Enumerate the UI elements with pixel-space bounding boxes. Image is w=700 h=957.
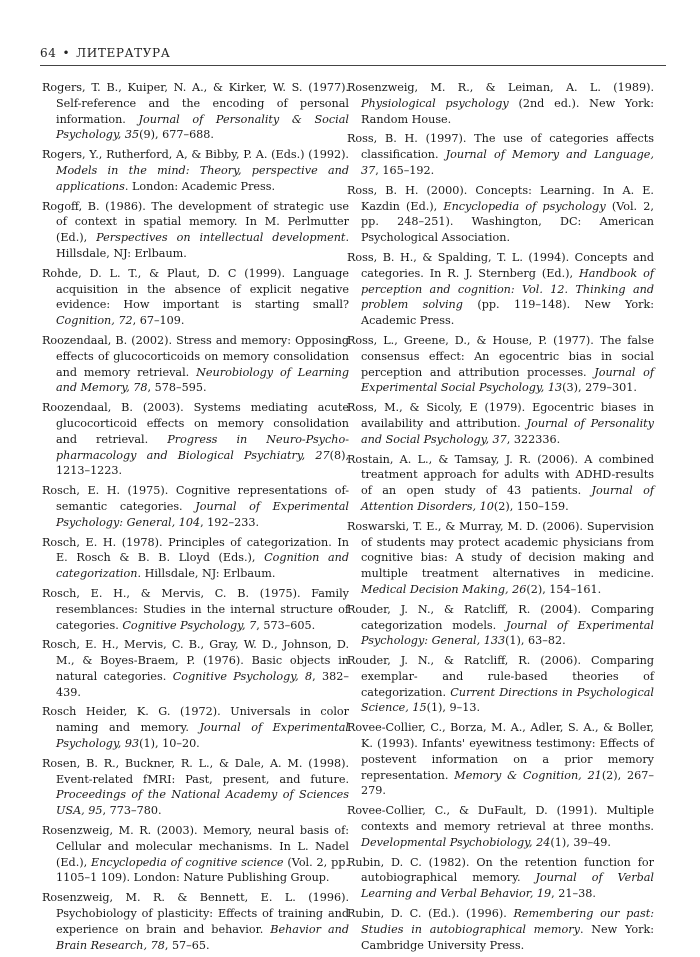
reference-entry xyxy=(42,756,349,819)
reference-text: Rubin, D. C. (1982). On the retention function for autobiographical memory. xyxy=(347,855,654,885)
header-rule xyxy=(40,65,666,66)
reference-text: Rohde, D. L. T., & Plaut, D. C (1999). Language acquisition in the absence of explicit negative evidence: How important is starting small? xyxy=(42,266,349,312)
reference-text: Ross, B. H., & Spalding, T. L. (1994). Concepts and categories. In R. J. Sternberg (Ed.), xyxy=(347,250,654,280)
reference-text: (pp. 119–148). New York: Academic Press. xyxy=(361,298,654,328)
reference-source: Memory & Cognition, 21 xyxy=(454,768,602,782)
reference-source: Journal of Personality and Social Psychology, 37 xyxy=(361,416,654,446)
reference-source: Behavior and Brain Research, 78 xyxy=(56,922,349,952)
reference-text: (Vol. 2, pp. 1105–1 109). London: Nature Publishing Group. xyxy=(56,855,349,885)
reference-entry xyxy=(42,266,349,329)
reference-entry xyxy=(42,823,349,886)
reference-entry xyxy=(42,704,349,751)
reference-source: Journal of Verbal Learning and Verbal Behavior, 19 xyxy=(361,871,654,901)
reference-text: (Vol. 2, pp. 248–251). Washington, DC: American Psychological Association. xyxy=(361,199,654,245)
reference-entry xyxy=(42,199,349,262)
left-column xyxy=(42,80,349,957)
reference-entry xyxy=(347,452,654,515)
reference-text: . Hillsdale, NJ: Erlbaum. xyxy=(56,231,349,260)
reference-text: Ross, L., Greene, D., & House, P. (1977). The false consensus effect: An egocentric bias in social perception and attribution processes. xyxy=(347,333,654,379)
reference-text: Roswarski, T. E., & Murray, M. D. (2006). Supervision of students may protect academic physicians from cognitive bias: A study of decision making and multiple treatment alternatives in medicine. xyxy=(347,519,654,581)
reference-entry xyxy=(347,602,654,649)
reference-text: Ross, B. H. (1997). The use of categories affects classification. xyxy=(347,132,654,162)
reference-text: Roozendaal, B. (2002). Stress and memory: Opposing effects of glucocorticoids on memory consolidation and memory retrieval. xyxy=(42,333,349,379)
reference-text: Ross, B. H. (2000). Concepts: Learning. In A. E. Kazdin (Ed.), xyxy=(347,183,654,213)
right-column xyxy=(347,80,654,957)
reference-text: (2), 267–279. xyxy=(361,768,654,798)
reference-text: , 192–233. xyxy=(200,515,260,529)
reference-text: Rogers, T. B., Kuiper, N. A., & Kirker, W. S. (1977). Self-reference and the encoding of personal information. xyxy=(42,81,349,126)
reference-text: Rosenzweig, M. R., & Leiman, A. L. (1989). xyxy=(347,81,654,94)
reference-source: Cognition and categorization xyxy=(56,551,349,581)
reference-text: , 573–605. xyxy=(256,618,316,632)
reference-text: (8), 1213–1223. xyxy=(56,448,349,478)
reference-text: (9), 677–688. xyxy=(139,128,214,142)
reference-text: (1), 10–20. xyxy=(139,737,200,751)
reference-text: , 57–65. xyxy=(164,938,210,952)
reference-text: (2), 154–161. xyxy=(526,582,602,596)
reference-text: , 21–38. xyxy=(551,887,596,901)
reference-text: , 165–192. xyxy=(375,163,435,177)
reference-entry xyxy=(347,183,654,246)
page-number: 64 xyxy=(40,46,57,60)
reference-text: Roozendaal, B. (2003). Systems mediating acute glucocorticoid effects on memory consolidation and retrieval. xyxy=(42,401,349,446)
reference-entry xyxy=(347,803,654,850)
reference-source: Encyclopedia of psychology xyxy=(443,199,606,213)
reference-text: Rosch, E. H., & Mervis, C. B. (1975). Family resemblances: Studies in the internal structure of categories. xyxy=(42,586,349,632)
reference-source: Cognitive Psychology, 8 xyxy=(172,669,313,683)
reference-entry xyxy=(42,535,349,582)
reference-source: Cognition, 72 xyxy=(56,314,133,328)
reference-text: Rosch, E. H., Mervis, C. B., Gray, W. D., Johnson, D. M., & Boyes-Braem, P. (1976). Basic objects in natural categories. xyxy=(42,638,349,683)
reference-source: Journal of Experimental Social Psychology, 13 xyxy=(361,365,654,395)
reference-entry xyxy=(347,855,654,902)
reference-text: , 773–780. xyxy=(102,804,162,818)
reference-entry xyxy=(347,720,654,799)
reference-text: , 67–109. xyxy=(132,314,185,328)
reference-text: (1), 9–13. xyxy=(426,701,481,715)
reference-entry xyxy=(347,653,654,716)
reference-source: Journal of Experimental Psychology: General, 104 xyxy=(56,499,350,529)
reference-text: Rouder, J. N., & Ratcliff, R. (2004). Comparing categorization models. xyxy=(347,602,654,632)
reference-entry xyxy=(42,483,349,530)
reference-text: (3), 279–301. xyxy=(562,381,637,395)
reference-source: Cognitive Psychology, 7 xyxy=(122,618,257,632)
reference-text: , 578–595. xyxy=(147,381,207,395)
reference-text: Rovee-Collier, C., Borza, M. A., Adler, S. A., & Boller, K. (1993). Infants' eyewitness testimony: Effects of postevent information on a prior memory representation. xyxy=(347,721,654,782)
reference-entry xyxy=(347,333,654,396)
reference-source: Medical Decision Making, 26 xyxy=(361,582,527,596)
reference-entry xyxy=(347,906,654,953)
reference-source: Perspectives on intellectual development xyxy=(96,231,346,245)
reference-text: Rosch Heider, K. G. (1972). Universals in color naming and memory. xyxy=(42,705,349,735)
reference-text: Rosen, B. R., Buckner, R. L., & Dale, A. M. (1998). Event-related fMRI: Past, present, and future. xyxy=(42,756,349,786)
reference-source: Encyclopedia of cognitive science xyxy=(91,855,284,869)
reference-text: . New York: Cambridge University Press. xyxy=(361,922,654,952)
reference-source: Neurobiology of Learning and Memory, 78 xyxy=(56,365,349,395)
reference-source: Proceedings of the National Academy of Sciences USA, 95 xyxy=(56,788,349,818)
reference-text: (1), 63–82. xyxy=(505,634,566,648)
reference-entry xyxy=(42,400,349,479)
reference-text: (2nd ed.). New York: Random House. xyxy=(361,96,654,126)
section-title: ЛИТЕРАТУРА xyxy=(76,46,171,60)
reference-text: Ross, M., & Sicoly, E (1979). Egocentric biases in availability and attribution. xyxy=(347,401,654,430)
header-separator: • xyxy=(62,46,71,60)
reference-text: Rouder, J. N., & Ratcliff, R. (2006). Comparing exemplar- and rule-based theories of categorization. xyxy=(347,654,654,699)
reference-text: . Hillsdale, NJ: Erlbaum. xyxy=(137,567,276,581)
reference-entry xyxy=(42,80,349,143)
reference-entry xyxy=(347,80,654,127)
reference-entry xyxy=(347,400,654,447)
reference-entry xyxy=(347,131,654,178)
reference-source: Journal of Experimental Psychology, 93 xyxy=(56,721,350,751)
reference-source: Remembering our past: Studies in autobiographical memory xyxy=(361,907,654,936)
reference-text: Rovee-Collier, C., & DuFault, D. (1991). Multiple contexts and memory retrieval at three months. xyxy=(347,804,654,834)
reference-text: Rosenzweig, M. R. (2003). Memory, neural basis of: Cellular and molecular mechanisms. In L. Nadel (Ed.), xyxy=(42,824,349,869)
reference-text: (1), 39–49. xyxy=(550,835,611,849)
reference-source: Current Directions in Psychological Science, 15 xyxy=(361,685,654,715)
reference-source: Journal of Attention Disorders, 10 xyxy=(361,484,654,513)
reference-entry xyxy=(42,586,349,633)
reference-source: Developmental Psychobiology, 24 xyxy=(361,835,551,849)
reference-text: Rostain, A. L., & Tamsay, J. R. (2006). A combined treatment approach for adults with ADHD-results of an open study of 43 patients. xyxy=(347,452,654,498)
reference-source: Journal of Memory and Language, 37 xyxy=(361,148,654,177)
reference-text: Rosenzweig, M. R. & Bennett, E. L. (1996). Psychobiology of plasticity: Effects of training and experience on brain and behavior. xyxy=(42,891,349,936)
reference-source: Journal of Personality & Social Psychology, 35 xyxy=(56,112,349,142)
reference-text: Rogers, Y., Rutherford, A, & Bibby, P. A. (Eds.) (1992). xyxy=(42,148,349,162)
running-header xyxy=(40,46,666,60)
reference-text: (2), 150–159. xyxy=(493,499,569,513)
reference-source: Progress in Neuro-Psycho-pharmacology and Biological Psychiatry, 27 xyxy=(56,432,349,462)
reference-source: Models in the mind: Theory, perspective and applications xyxy=(56,163,349,193)
reference-source: Handbook of perception and cognition: Vol. 12. Thinking and problem solving xyxy=(361,266,655,312)
reference-source: Physiological psychology xyxy=(361,96,509,110)
reference-text: . London: Academic Press. xyxy=(124,179,276,193)
reference-text: Rubin, D. C. (Ed.). (1996). xyxy=(347,907,514,921)
reference-text: Rosch, E. H. (1978). Principles of categorization. In E. Rosch & B. B. Lloyd (Eds.), xyxy=(42,535,349,565)
reference-entry xyxy=(347,250,654,329)
reference-source: Journal of Experimental Psychology: General, 133 xyxy=(361,618,654,648)
reference-text: Rogoff, B. (1986). The development of strategic use of context in spatial memory. In M. Perlmutter (Ed.), xyxy=(42,199,349,245)
reference-text: , 322336. xyxy=(506,432,561,446)
reference-entry xyxy=(42,637,349,700)
reference-text: , 382–439. xyxy=(56,669,350,699)
reference-entry xyxy=(347,519,654,598)
reference-entry xyxy=(42,333,349,396)
reference-text: Rosch, E. H. (1975). Cognitive representations of-semantic categories. xyxy=(42,484,349,513)
reference-entry xyxy=(42,147,349,194)
